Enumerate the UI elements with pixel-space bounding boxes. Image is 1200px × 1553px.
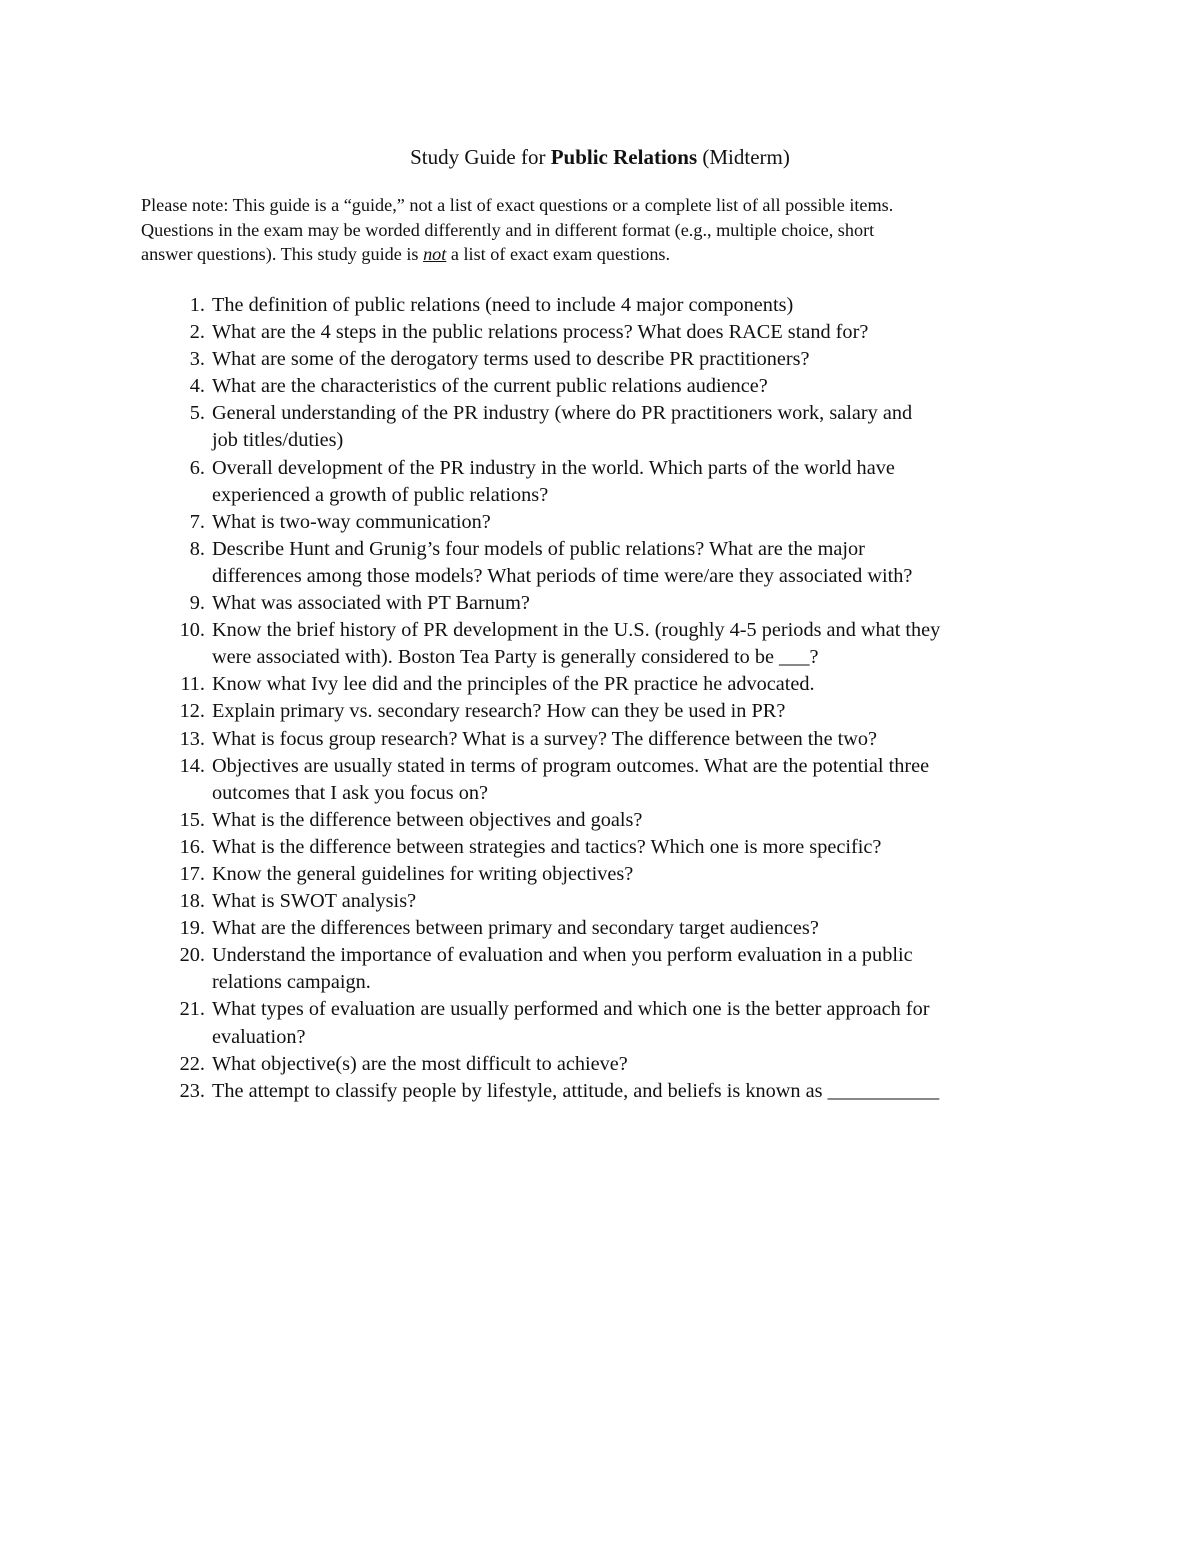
guide-note xyxy=(141,193,1071,267)
question-text-line: The definition of public relations (need to include 4 major components) xyxy=(212,294,794,316)
question-text xyxy=(212,536,1072,590)
question-text xyxy=(212,455,1072,509)
question-number: 10. xyxy=(179,619,205,642)
question-item xyxy=(0,861,1200,888)
question-text xyxy=(212,834,1072,861)
question-text xyxy=(212,753,1072,807)
question-text-line: The attempt to classify people by lifestyle, attitude, and beliefs is known as ___________ xyxy=(212,1079,940,1102)
question-list xyxy=(0,292,1200,1105)
question-number: 7. xyxy=(189,510,205,533)
note-line-1: Please note: This guide is a “guide,” not a list of exact questions or a complete list of all possible items. xyxy=(141,195,894,215)
question-text-line: What are the characteristics of the current public relations audience? xyxy=(212,375,768,398)
question-text-line: Know what Ivy lee did and the principles of the PR practice he advocated. xyxy=(212,673,815,696)
question-item xyxy=(0,536,1200,590)
question-number: 6. xyxy=(189,456,205,479)
question-text-line: evaluation? xyxy=(212,1025,306,1048)
question-text xyxy=(212,346,1072,373)
title-suffix: (Midterm) xyxy=(697,145,790,169)
question-number: 22. xyxy=(179,1052,205,1075)
question-text-line: relations campaign. xyxy=(212,971,371,994)
question-number: 2. xyxy=(189,321,205,344)
question-text xyxy=(212,726,1072,753)
question-item xyxy=(0,915,1200,942)
question-text-line: What is the difference between strategies and tactics? Which one is more specific? xyxy=(212,835,882,858)
question-item xyxy=(0,319,1200,346)
question-text-line: Describe Hunt and Grunig’s four models of public relations? What are the major xyxy=(212,537,865,560)
question-text xyxy=(212,400,1072,454)
question-item xyxy=(0,698,1200,725)
question-text xyxy=(212,292,1072,319)
question-text-line: What are the differences between primary and secondary target audiences? xyxy=(212,917,819,940)
question-number: 9. xyxy=(189,592,205,615)
question-item xyxy=(0,753,1200,807)
question-item xyxy=(0,590,1200,617)
question-text-line: experienced a growth of public relations? xyxy=(212,483,549,506)
question-text xyxy=(212,698,1072,725)
question-text xyxy=(212,1051,1072,1078)
question-text xyxy=(212,915,1072,942)
question-text xyxy=(212,509,1072,536)
title-prefix: Study Guide for xyxy=(410,145,551,169)
question-text-line: Overall development of the PR industry in the world. Which parts of the world have xyxy=(212,456,895,479)
question-text-line: outcomes that I ask you focus on? xyxy=(212,781,488,804)
question-text xyxy=(212,671,1072,698)
question-number: 16. xyxy=(179,835,205,858)
question-number: 11. xyxy=(180,673,205,696)
question-item xyxy=(0,996,1200,1050)
question-item xyxy=(0,346,1200,373)
question-text-line: job titles/duties) xyxy=(212,429,344,452)
question-text xyxy=(212,807,1072,834)
question-text xyxy=(212,373,1072,400)
question-number: 8. xyxy=(189,537,205,560)
question-text-line: What are some of the derogatory terms used to describe PR practitioners? xyxy=(212,348,810,371)
question-item xyxy=(0,942,1200,996)
question-item xyxy=(0,1051,1200,1078)
question-item xyxy=(0,373,1200,400)
question-item xyxy=(0,617,1200,671)
question-number: 1. xyxy=(189,294,205,316)
question-item xyxy=(0,509,1200,536)
question-text-line: Know the brief history of PR development in the U.S. (roughly 4-5 periods and what they xyxy=(212,619,941,642)
question-text xyxy=(212,319,1072,346)
question-text-line: were associated with). Boston Tea Party is generally considered to be ___? xyxy=(212,646,819,669)
question-number: 12. xyxy=(179,700,205,723)
question-text xyxy=(212,888,1072,915)
note-line-3 xyxy=(141,242,1071,267)
question-item xyxy=(0,292,1200,319)
question-item xyxy=(0,888,1200,915)
question-text-line: Objectives are usually stated in terms of program outcomes. What are the potential three xyxy=(212,754,930,777)
question-text-line: What is SWOT analysis? xyxy=(212,890,417,913)
question-number: 23. xyxy=(179,1079,205,1102)
question-text xyxy=(212,996,1072,1050)
page-title xyxy=(0,143,1200,171)
note-line-3-before: answer questions). This study guide is xyxy=(141,244,424,264)
question-text-line: Know the general guidelines for writing objectives? xyxy=(212,862,634,885)
question-text-line: General understanding of the PR industry (where do PR practitioners work, salary and xyxy=(212,402,913,425)
question-text xyxy=(212,861,1072,888)
question-number: 5. xyxy=(189,402,205,425)
question-text xyxy=(212,942,1072,996)
question-number: 15. xyxy=(179,808,205,831)
question-number: 20. xyxy=(179,944,205,967)
question-text-line: Understand the importance of evaluation and when you perform evaluation in a public xyxy=(212,944,913,967)
question-item xyxy=(0,726,1200,753)
question-number: 14. xyxy=(179,754,205,777)
question-number: 13. xyxy=(179,727,205,750)
question-number: 3. xyxy=(189,348,205,371)
question-text-line: What is the difference between objectives and goals? xyxy=(212,808,643,831)
question-text-line: Explain primary vs. secondary research? How can they be used in PR? xyxy=(212,700,786,723)
question-text xyxy=(212,590,1072,617)
question-number: 21. xyxy=(179,998,205,1021)
question-number: 18. xyxy=(179,890,205,913)
question-item xyxy=(0,1078,1200,1105)
question-text-line: What was associated with PT Barnum? xyxy=(212,592,530,615)
question-text-line: What types of evaluation are usually performed and which one is the better approach for xyxy=(212,998,930,1021)
question-number: 19. xyxy=(179,917,205,940)
question-item xyxy=(0,671,1200,698)
note-line-2: Questions in the exam may be worded differently and in different format (e.g., multiple choice, short xyxy=(141,219,875,240)
question-item xyxy=(0,807,1200,834)
question-text-line: What are the 4 steps in the public relations process? What does RACE stand for? xyxy=(212,321,869,344)
title-subject: Public Relations xyxy=(550,145,698,169)
question-text-line: differences among those models? What periods of time were/are they associated with? xyxy=(212,564,913,587)
question-number: 4. xyxy=(189,375,205,398)
question-text xyxy=(212,617,1072,671)
note-line-3-after: a list of exact exam questions. xyxy=(446,244,671,264)
question-item xyxy=(0,400,1200,454)
question-text xyxy=(212,1078,1072,1105)
question-item xyxy=(0,834,1200,861)
question-text-line: What is focus group research? What is a survey? The difference between the two? xyxy=(212,727,878,750)
question-item xyxy=(0,455,1200,509)
note-emphasis: not xyxy=(423,244,447,264)
question-number: 17. xyxy=(179,862,205,885)
question-text-line: What is two-way communication? xyxy=(212,510,491,533)
question-text-line: What objective(s) are the most difficult to achieve? xyxy=(212,1052,628,1075)
